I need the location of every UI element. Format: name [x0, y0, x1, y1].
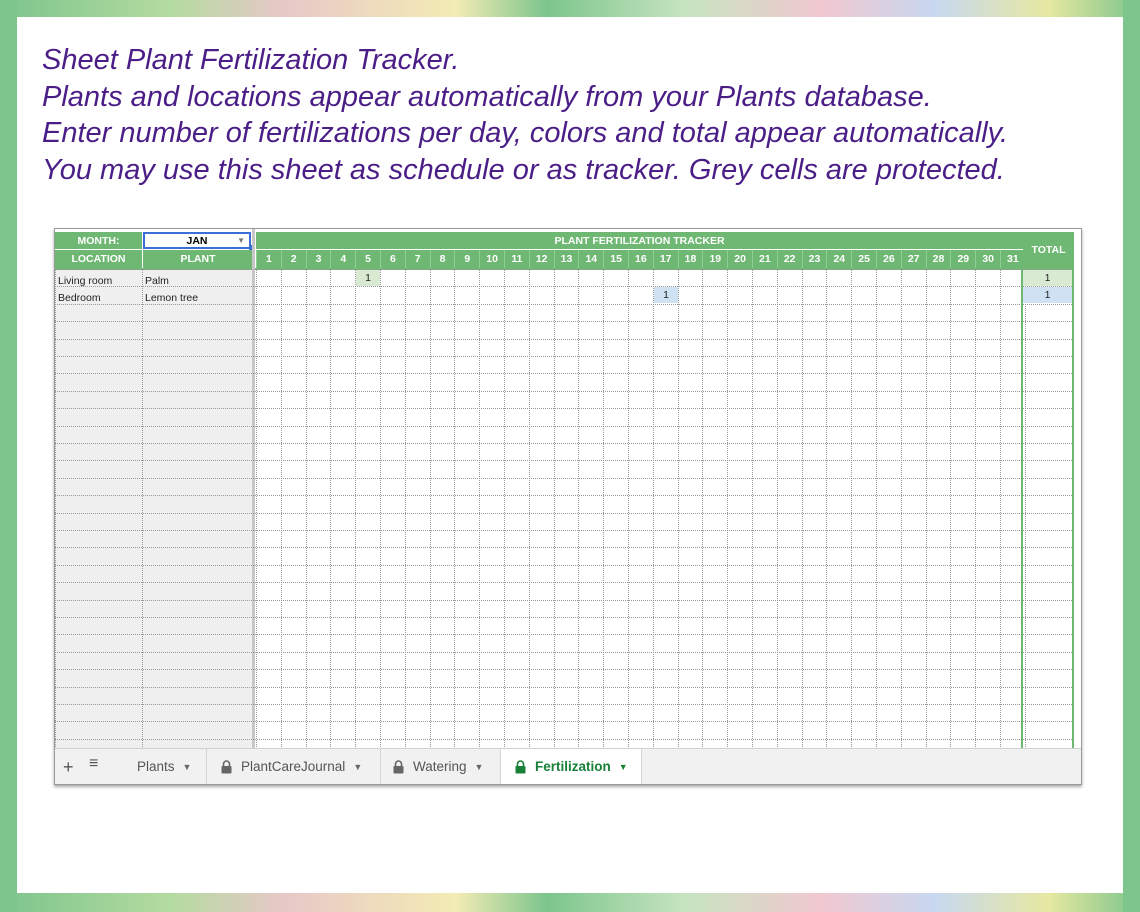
- grid-row-line: [55, 391, 1074, 392]
- frozen-column-divider: [252, 229, 255, 749]
- day-header: 3: [306, 250, 331, 268]
- day-header: 11: [504, 250, 529, 268]
- grid-col-line: [752, 269, 753, 749]
- day-header: 4: [330, 250, 355, 268]
- grid-row-line: [55, 495, 1074, 496]
- sheet-tab-bar: [55, 748, 1081, 785]
- frame-right-border: [1123, 0, 1140, 912]
- day-header: 9: [454, 250, 479, 268]
- day-header: 29: [950, 250, 975, 268]
- day-header: 20: [727, 250, 752, 268]
- grid-col-line: [777, 269, 778, 749]
- day-header: 18: [678, 250, 703, 268]
- day-header: 1: [256, 250, 281, 268]
- tab-watering[interactable]: [381, 749, 501, 784]
- grid-row-line: [55, 321, 1074, 322]
- grid-row-line: [55, 269, 1074, 270]
- plant-cell[interactable]: Lemon tree: [145, 292, 199, 304]
- location-cell[interactable]: Bedroom: [58, 292, 101, 304]
- day-header: 7: [405, 250, 430, 268]
- day-header: 14: [578, 250, 603, 268]
- day-header: 12: [529, 250, 554, 268]
- chevron-down-icon[interactable]: ▼: [237, 236, 245, 245]
- grid-col-line: [975, 269, 976, 749]
- tab-plants[interactable]: [123, 749, 207, 784]
- day-header: 23: [802, 250, 827, 268]
- grid-col-line: [142, 269, 143, 749]
- grid-col-line: [554, 269, 555, 749]
- grid-col-line: [578, 269, 579, 749]
- grid-row-line: [55, 600, 1074, 601]
- grid-col-line: [1000, 269, 1001, 749]
- plus-icon[interactable]: +: [63, 757, 74, 777]
- grid-col-line: [653, 269, 654, 749]
- grid-row-line: [55, 617, 1074, 618]
- grid-col-line: [926, 269, 927, 749]
- grid-row-line: [55, 373, 1074, 374]
- grid-col-line: [306, 269, 307, 749]
- lock-icon: [221, 760, 232, 774]
- intro-line-4: You may use this sheet as schedule or as tracker. Grey cells are protected.: [42, 153, 1005, 186]
- day-header: 17: [653, 250, 678, 268]
- grid-row-line: [55, 652, 1074, 653]
- plant-cell[interactable]: Palm: [145, 275, 169, 287]
- grid-col-line: [405, 269, 406, 749]
- day-header: 28: [926, 250, 951, 268]
- total-header: TOTAL: [1023, 232, 1074, 268]
- grid-col-line: [1025, 269, 1026, 749]
- grid-col-line: [826, 269, 827, 749]
- tab-label: PlantCareJournal: [241, 759, 346, 774]
- day-header: 19: [702, 250, 727, 268]
- total-cell: 1: [1023, 270, 1072, 286]
- grid-col-line: [330, 269, 331, 749]
- grid-row-line: [55, 304, 1074, 305]
- grid-col-line: [628, 269, 629, 749]
- day-header: 25: [851, 250, 876, 268]
- day-header: 22: [777, 250, 802, 268]
- grid-row-line: [55, 687, 1074, 688]
- day-header: 5: [355, 250, 380, 268]
- chevron-down-icon[interactable]: ▼: [474, 761, 484, 772]
- day-header: 13: [554, 250, 579, 268]
- chevron-down-icon[interactable]: ▼: [182, 761, 192, 772]
- tab-fertilization[interactable]: [501, 749, 642, 784]
- grid-col-line: [802, 269, 803, 749]
- month-label: MONTH:: [55, 232, 142, 249]
- intro-line-2: Plants and locations appear automatically from your Plants database.: [42, 80, 932, 113]
- grid-col-line: [55, 269, 56, 749]
- sheet-grid: [55, 229, 1077, 749]
- grid-row-line: [55, 339, 1074, 340]
- tab-label: Fertilization: [535, 759, 611, 774]
- day-header: 31: [1000, 250, 1025, 268]
- grid-row-line: [55, 547, 1074, 548]
- grid-col-line: [950, 269, 951, 749]
- grid-row-line: [55, 721, 1074, 722]
- fertilization-cell[interactable]: 1: [356, 270, 380, 286]
- day-header: 15: [603, 250, 628, 268]
- total-divider-right: [1072, 269, 1074, 749]
- lock-icon: [393, 760, 404, 774]
- grid-row-line: [55, 408, 1074, 409]
- list-icon[interactable]: ≡: [89, 755, 99, 772]
- day-header: 21: [752, 250, 777, 268]
- tab-label: Watering: [413, 759, 467, 774]
- grid-row-line: [55, 669, 1074, 670]
- lock-icon: [515, 760, 526, 774]
- grid-row-line: [55, 739, 1074, 740]
- grid-col-line: [678, 269, 679, 749]
- spreadsheet: [54, 228, 1082, 785]
- frame-left-border: [0, 0, 17, 912]
- grid-col-line: [702, 269, 703, 749]
- chevron-down-icon[interactable]: ▼: [618, 761, 628, 772]
- grid-row-line: [55, 704, 1074, 705]
- grid-row-line: [55, 530, 1074, 531]
- day-header: 24: [826, 250, 851, 268]
- grid-row-line: [55, 565, 1074, 566]
- fertilization-cell[interactable]: 1: [654, 287, 678, 303]
- grid-row-line: [55, 634, 1074, 635]
- protected-columns: [55, 269, 252, 749]
- grid-col-line: [876, 269, 877, 749]
- intro-line-3: Enter number of fertilizations per day, colors and total appear automatically.: [42, 117, 1009, 149]
- month-select[interactable]: [143, 232, 251, 249]
- grid-col-line: [454, 269, 455, 749]
- grid-col-line: [504, 269, 505, 749]
- day-header: 6: [380, 250, 405, 268]
- total-divider-left: [1021, 269, 1023, 749]
- day-header: 2: [281, 250, 306, 268]
- grid-row-line: [55, 426, 1074, 427]
- tracker-title: PLANT FERTILIZATION TRACKER: [256, 232, 1023, 249]
- grid-row-line: [55, 478, 1074, 479]
- tab-plantcarejournal[interactable]: [207, 749, 381, 784]
- grid-row-line: [55, 513, 1074, 514]
- total-cell: 1: [1023, 287, 1072, 303]
- location-header: LOCATION: [55, 250, 142, 268]
- intro-line-1: Sheet Plant Fertilization Tracker.: [42, 44, 460, 76]
- day-header: 30: [975, 250, 1000, 268]
- grid-col-line: [355, 269, 356, 749]
- intro-text: [42, 42, 1008, 188]
- grid-col-line: [603, 269, 604, 749]
- tab-label: Plants: [137, 759, 175, 774]
- day-header: 8: [430, 250, 455, 268]
- grid-col-line: [851, 269, 852, 749]
- grid-row-line: [55, 443, 1074, 444]
- day-header: 26: [876, 250, 901, 268]
- grid-col-line: [256, 269, 257, 749]
- grid-col-line: [430, 269, 431, 749]
- day-header: 27: [901, 250, 926, 268]
- grid-col-line: [281, 269, 282, 749]
- grid-col-line: [529, 269, 530, 749]
- grid-row-line: [55, 286, 1074, 287]
- grid-col-line: [727, 269, 728, 749]
- grid-col-line: [479, 269, 480, 749]
- grid-row-line: [55, 460, 1074, 461]
- plant-header: PLANT: [143, 250, 253, 268]
- month-value: JAN: [186, 234, 208, 247]
- location-cell[interactable]: Living room: [58, 275, 113, 287]
- grid-col-line: [380, 269, 381, 749]
- day-header: 10: [479, 250, 504, 268]
- day-header: 16: [628, 250, 653, 268]
- grid-col-line: [901, 269, 902, 749]
- chevron-down-icon[interactable]: ▼: [353, 761, 363, 772]
- grid-row-line: [55, 582, 1074, 583]
- grid-row-line: [55, 356, 1074, 357]
